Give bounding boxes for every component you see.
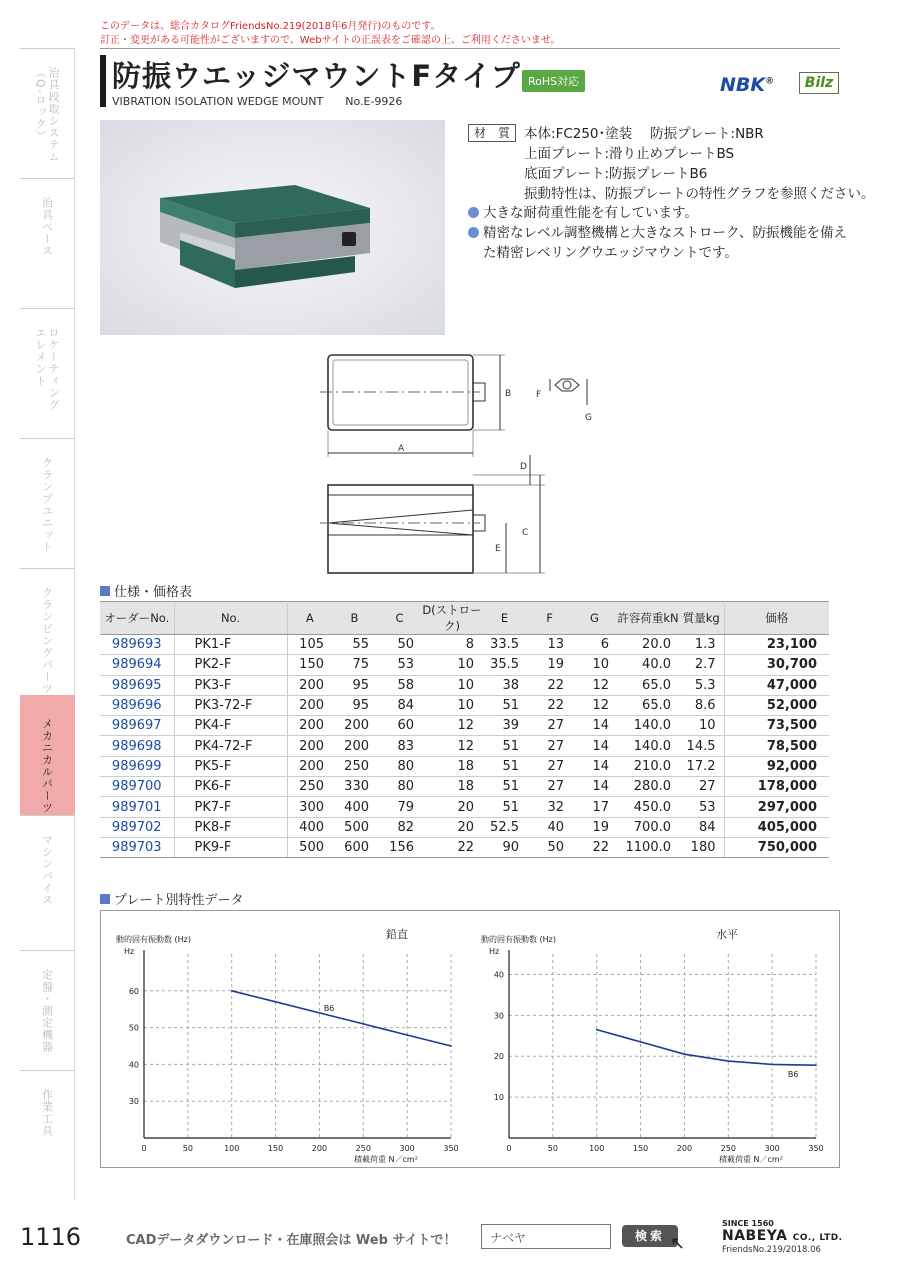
sidebar-item-jig-setup[interactable] [20, 48, 75, 178]
material-text: 本体:FC250･塗装 防振プレート:NBR [524, 126, 764, 142]
table-cell: 12 [572, 675, 617, 695]
table-cell: 22 [527, 675, 572, 695]
x-tick-label: 200 [676, 1144, 693, 1153]
table-cell: 50 [377, 635, 422, 655]
feature-text: 大きな耐荷重性能を有しています。 [483, 205, 698, 221]
x-tick-label: 250 [720, 1144, 736, 1153]
table-cell: 27 [527, 756, 572, 776]
column-header: F [527, 602, 572, 635]
table-cell: 17.2 [679, 756, 724, 776]
table-cell: 20.0 [617, 635, 679, 655]
table-cell: 80 [377, 756, 422, 776]
table-cell: 18 [422, 777, 482, 797]
sidebar-item-label: ロケーティング エレメント [34, 327, 60, 411]
table-cell: 14.5 [679, 736, 724, 756]
sidebar-item-clamp-unit[interactable] [20, 438, 75, 568]
chart-section-title: プレート別特性データ [114, 893, 244, 908]
table-cell: 1.3 [679, 635, 724, 655]
y-tick-label: 20 [493, 1052, 504, 1062]
bullet-icon [468, 227, 479, 238]
spec-table-heading [100, 581, 192, 600]
table-cell: 19 [527, 655, 572, 675]
table-cell: 500 [287, 837, 332, 857]
dim-label-g: G [585, 413, 592, 423]
table-row [100, 797, 829, 817]
sidebar-item-label: 治具段取システム （Q-ロック） [34, 67, 60, 163]
price-cell: 92,000 [724, 756, 829, 776]
table-row [100, 716, 829, 736]
notice-divider [100, 48, 840, 49]
chart-section-heading [100, 889, 243, 908]
page-footer [20, 1215, 880, 1265]
table-cell: 27 [527, 777, 572, 797]
table-cell: 79 [377, 797, 422, 817]
price-cell: 178,000 [724, 777, 829, 797]
table-cell: 6 [572, 635, 617, 655]
table-cell: 50 [527, 837, 572, 857]
spec-price-table [100, 601, 829, 858]
data-point [406, 1034, 408, 1036]
data-point [684, 1053, 686, 1055]
price-cell: 297,000 [724, 797, 829, 817]
data-point [640, 1041, 642, 1043]
table-cell: 150 [287, 655, 332, 675]
table-cell: 17 [572, 797, 617, 817]
column-header: 質量kg [679, 602, 724, 635]
nbk-logo-text: NBK [720, 74, 766, 96]
table-cell: 20 [422, 817, 482, 837]
table-cell: 400 [287, 817, 332, 837]
horizontal-chart [481, 926, 831, 1166]
feature-list [468, 203, 848, 263]
column-header: D(ストローク) [422, 603, 482, 633]
table-header [100, 602, 829, 635]
nbk-logo [720, 74, 774, 96]
table-cell: 80 [377, 777, 422, 797]
table-cell: 105 [287, 635, 332, 655]
cursor-icon: ↖ [670, 1233, 686, 1254]
table-cell: 10 [422, 655, 482, 675]
cad-download-text: CADデータダウンロード・在庫照会は Web サイトで！ [126, 1233, 457, 1248]
data-point [362, 1023, 364, 1025]
table-cell: 51 [482, 736, 527, 756]
table-cell: 22 [572, 837, 617, 857]
table-cell: 75 [332, 655, 377, 675]
model-cell: PK3-72-F [174, 695, 287, 715]
bullet-icon [468, 207, 479, 218]
table-cell: 156 [377, 837, 422, 857]
catalog-number: No.E-9926 [345, 95, 403, 108]
price-cell: 23,100 [724, 635, 829, 655]
material-spec [468, 124, 874, 204]
rohs-badge: RoHS対応 [522, 70, 585, 92]
order-number-cell[interactable]: 989699 [100, 756, 174, 776]
order-number-cell[interactable]: 989694 [100, 655, 174, 675]
column-header: 価格 [724, 602, 829, 635]
table-cell: 35.5 [482, 655, 527, 675]
table-row [100, 756, 829, 776]
model-cell: PK8-F [174, 817, 287, 837]
table-row [100, 675, 829, 695]
y-tick-label: 30 [128, 1097, 139, 1107]
table-cell: 10 [422, 675, 482, 695]
y-axis-label: 動的固有振動数 (Hz) [481, 935, 556, 944]
sidebar-item-mechanical-parts[interactable] [20, 695, 75, 815]
table-cell: 200 [332, 736, 377, 756]
dim-label-c: C [522, 528, 529, 538]
column-header: E [482, 602, 527, 635]
table-cell: 83 [377, 736, 422, 756]
price-cell: 30,700 [724, 655, 829, 675]
table-cell: 200 [287, 675, 332, 695]
table-cell: 40.0 [617, 655, 679, 675]
table-cell: 8.6 [679, 695, 724, 715]
column-header: 許容荷重kN [617, 602, 679, 635]
table-cell: 60 [377, 716, 422, 736]
model-cell: PK9-F [174, 837, 287, 857]
table-cell: 65.0 [617, 695, 679, 715]
chart-title: 水平 [716, 928, 738, 941]
table-cell: 250 [332, 756, 377, 776]
table-cell: 27 [679, 777, 724, 797]
registered-mark: ® [765, 76, 775, 87]
feature-text: 精密なレベル調整機構と大きなストローク、防振機能を備えた精密レベリングウエッジマウントです。 [483, 225, 847, 261]
model-cell: PK6-F [174, 777, 287, 797]
catalog-edition: FriendsNo.219/2018.06 [722, 1245, 821, 1255]
sidebar-item-tools[interactable] [20, 1070, 75, 1200]
series-line-b6 [597, 1030, 816, 1066]
table-row [100, 777, 829, 797]
table-cell: 40 [527, 817, 572, 837]
table-cell: 39 [482, 716, 527, 736]
dim-label-f: F [536, 390, 542, 400]
x-tick-label: 350 [443, 1144, 459, 1153]
table-cell: 53 [679, 797, 724, 817]
title-accent-bar [100, 55, 106, 107]
model-cell: PK4-F [174, 716, 287, 736]
table-cell: 10 [422, 695, 482, 715]
price-cell: 47,000 [724, 675, 829, 695]
sidebar-item-label: メカニカルパーツ [40, 718, 54, 814]
page-title: 防振ウエッジマウントFタイプ [112, 59, 521, 93]
notice-line-2: 訂正・変更がある可能性がございますので、Webサイトの正誤表をご確認の上、ご利用くださいませ。 [100, 35, 561, 46]
table-cell: 55 [332, 635, 377, 655]
column-header: G [572, 602, 617, 635]
table-cell: 90 [482, 837, 527, 857]
column-header: C [377, 602, 422, 635]
model-cell: PK7-F [174, 797, 287, 817]
y-axis-label: 動的固有振動数 (Hz) [116, 935, 191, 944]
chart-title: 鉛直 [386, 928, 408, 941]
table-cell: 38 [482, 675, 527, 695]
table-cell: 65.0 [617, 675, 679, 695]
data-point [450, 1045, 452, 1047]
table-cell: 51 [482, 777, 527, 797]
table-cell: 2.7 [679, 655, 724, 675]
data-point [727, 1060, 729, 1062]
data-point [596, 1029, 598, 1031]
dim-label-a: A [398, 444, 405, 454]
y-tick-label: 10 [493, 1093, 504, 1103]
sidebar-item-locating[interactable] [20, 308, 75, 438]
bilz-logo: Bilz [799, 72, 839, 94]
table-cell: 180 [679, 837, 724, 857]
price-cell: 73,500 [724, 716, 829, 736]
dim-label-e: E [495, 544, 501, 554]
table-cell: 84 [679, 817, 724, 837]
table-cell: 500 [332, 817, 377, 837]
model-cell: PK5-F [174, 756, 287, 776]
data-point [275, 1001, 277, 1003]
data-point [319, 1012, 321, 1014]
y-tick-label: 50 [128, 1023, 139, 1033]
table-cell: 140.0 [617, 736, 679, 756]
sidebar-item-clamping-parts[interactable] [20, 568, 75, 695]
price-cell: 750,000 [724, 837, 829, 857]
table-cell: 27 [527, 736, 572, 756]
wedge-mount-illustration [100, 120, 445, 335]
table-row [100, 817, 829, 837]
table-cell: 51 [482, 695, 527, 715]
x-axis-label: 積載荷重 N／cm² [354, 1155, 418, 1164]
spec-table-title: 仕様・価格表 [114, 585, 193, 600]
y-axis-unit: Hz [124, 947, 135, 956]
order-number-cell[interactable]: 989695 [100, 675, 174, 695]
product-photo [100, 120, 445, 335]
table-cell: 13 [527, 635, 572, 655]
table-cell: 32 [527, 797, 572, 817]
column-header: A [287, 602, 332, 635]
sidebar-item-jig-base[interactable] [20, 178, 75, 308]
material-line: 底面プレート:防振プレートB6 [524, 166, 708, 182]
table-row [100, 635, 829, 655]
table-cell: 82 [377, 817, 422, 837]
y-axis-unit: Hz [489, 947, 500, 956]
table-cell: 22 [527, 695, 572, 715]
company-name: NABEYA [722, 1228, 788, 1244]
table-cell: 58 [377, 675, 422, 695]
x-tick-label: 50 [182, 1144, 193, 1153]
x-axis-label: 積載荷重 N／cm² [719, 1155, 783, 1164]
table-cell: 12 [422, 736, 482, 756]
table-row [100, 655, 829, 675]
x-tick-label: 150 [267, 1144, 284, 1153]
series-label: B6 [323, 1003, 335, 1013]
table-cell: 19 [572, 817, 617, 837]
table-cell: 18 [422, 756, 482, 776]
english-title: VIBRATION ISOLATION WEDGE MOUNT [112, 95, 324, 108]
order-number-cell[interactable]: 989702 [100, 817, 174, 837]
table-cell: 14 [572, 716, 617, 736]
x-tick-label: 0 [506, 1144, 512, 1153]
table-cell: 200 [287, 716, 332, 736]
table-cell: 10 [679, 716, 724, 736]
data-point [771, 1064, 773, 1066]
table-cell: 200 [287, 756, 332, 776]
table-cell: 10 [572, 655, 617, 675]
y-tick-label: 30 [493, 1011, 504, 1021]
sidebar-item-label: 定盤・測定機器 [40, 969, 54, 1053]
x-tick-label: 300 [764, 1144, 780, 1153]
table-cell: 95 [332, 695, 377, 715]
page-subtitle [112, 95, 402, 108]
feature-item [468, 203, 848, 223]
catalog-notice [100, 20, 561, 48]
table-header-row [100, 602, 829, 635]
table-body [100, 635, 829, 858]
sidebar-item-label: マシンバイス [40, 834, 54, 906]
material-label: 材 質 [468, 124, 516, 142]
since-label: SINCE 1560 [722, 1219, 774, 1228]
x-tick-label: 250 [355, 1144, 371, 1153]
table-cell: 450.0 [617, 797, 679, 817]
dim-label-b: B [505, 389, 512, 399]
table-cell: 400 [332, 797, 377, 817]
table-cell: 12 [422, 716, 482, 736]
table-cell: 1100.0 [617, 837, 679, 857]
feature-item [468, 223, 848, 263]
sidebar-item-measuring[interactable] [20, 950, 75, 1070]
table-cell: 33.5 [482, 635, 527, 655]
search-input[interactable]: ナベヤ [481, 1224, 611, 1249]
material-line: 上面プレート:滑り止めプレートBS [524, 146, 735, 162]
order-number-cell[interactable]: 989698 [100, 736, 174, 756]
table-cell: 700.0 [617, 817, 679, 837]
table-cell: 330 [332, 777, 377, 797]
notice-line-1: このデータは、総合カタログFriendsNo.219(2018年6月発行)のものです。 [100, 21, 441, 32]
table-cell: 600 [332, 837, 377, 857]
table-cell: 12 [572, 695, 617, 715]
order-number-cell[interactable]: 989697 [100, 716, 174, 736]
table-cell: 51 [482, 797, 527, 817]
company-suffix: CO., LTD. [792, 1233, 843, 1243]
x-tick-label: 350 [808, 1144, 824, 1153]
page-number: 1116 [20, 1223, 82, 1251]
section-square-icon [100, 586, 110, 596]
table-cell: 210.0 [617, 756, 679, 776]
data-point [231, 990, 233, 992]
order-number-cell[interactable]: 989701 [100, 797, 174, 817]
table-cell: 200 [287, 736, 332, 756]
table-cell: 5.3 [679, 675, 724, 695]
x-tick-label: 150 [632, 1144, 649, 1153]
x-tick-label: 100 [224, 1144, 240, 1153]
y-tick-label: 40 [493, 970, 504, 980]
order-number-cell[interactable]: 989696 [100, 695, 174, 715]
sidebar-item-label: 治具ベース [40, 197, 54, 257]
material-line [468, 124, 874, 144]
x-tick-label: 50 [547, 1144, 558, 1153]
material-line: 振動特性は、防振プレートの特性グラフを参照ください。 [524, 186, 875, 202]
company-logo [722, 1228, 843, 1244]
search-button[interactable]: 検索 [622, 1225, 678, 1247]
x-tick-label: 0 [141, 1144, 147, 1153]
table-cell: 8 [422, 635, 482, 655]
charts-panel [100, 910, 840, 1168]
table-row [100, 695, 829, 715]
table-row [100, 736, 829, 756]
order-number-cell[interactable]: 989700 [100, 777, 174, 797]
table-cell: 300 [287, 797, 332, 817]
dim-label-d: D [520, 462, 527, 472]
dimension-drawing [300, 345, 620, 585]
model-cell: PK3-F [174, 675, 287, 695]
price-cell: 78,500 [724, 736, 829, 756]
model-cell: PK2-F [174, 655, 287, 675]
price-cell: 52,000 [724, 695, 829, 715]
sidebar-item-label: クランピングパーツ [40, 587, 54, 695]
table-cell: 140.0 [617, 716, 679, 736]
table-cell: 200 [287, 695, 332, 715]
table-cell: 14 [572, 777, 617, 797]
table-cell: 22 [422, 837, 482, 857]
table-cell: 20 [422, 797, 482, 817]
data-point [815, 1064, 817, 1066]
y-tick-label: 60 [128, 986, 139, 996]
section-square-icon [100, 894, 110, 904]
vertical-chart [116, 926, 466, 1166]
table-cell: 95 [332, 675, 377, 695]
table-cell: 51 [482, 756, 527, 776]
table-row [100, 837, 829, 857]
y-tick-label: 40 [128, 1060, 139, 1070]
series-line-b6 [232, 991, 451, 1046]
x-tick-label: 300 [399, 1144, 415, 1153]
column-header: No. [174, 602, 287, 635]
table-cell: 52.5 [482, 817, 527, 837]
column-header: オーダーNo. [100, 602, 174, 635]
sidebar-item-label: クランプユニット [40, 457, 54, 553]
sidebar-item-machine-vise[interactable] [20, 815, 75, 950]
table-cell: 250 [287, 777, 332, 797]
series-label: B6 [787, 1070, 799, 1080]
x-tick-label: 200 [311, 1144, 328, 1153]
table-cell: 14 [572, 736, 617, 756]
x-tick-label: 100 [589, 1144, 605, 1153]
price-cell: 405,000 [724, 817, 829, 837]
order-number-cell[interactable]: 989703 [100, 837, 174, 857]
order-number-cell[interactable]: 989693 [100, 635, 174, 655]
column-header: B [332, 602, 377, 635]
model-cell: PK1-F [174, 635, 287, 655]
table-cell: 53 [377, 655, 422, 675]
sidebar-item-label: 作業工具 [40, 1089, 54, 1137]
table-cell: 280.0 [617, 777, 679, 797]
table-cell: 14 [572, 756, 617, 776]
table-cell: 27 [527, 716, 572, 736]
table-cell: 200 [332, 716, 377, 736]
model-cell: PK4-72-F [174, 736, 287, 756]
table-cell: 84 [377, 695, 422, 715]
